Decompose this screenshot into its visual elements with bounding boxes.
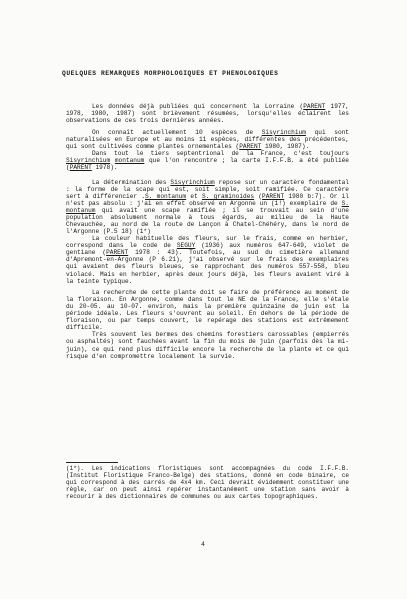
author-reference: PARENT [69, 163, 92, 171]
species-name: S. montanum [145, 193, 187, 201]
author-reference: PARENT [106, 249, 129, 257]
text-run: 1980, 1987). [261, 142, 310, 150]
text-run: 1978). [91, 163, 118, 171]
text-run: que l'on rencontre ; la carte I.F.F.B. a été publiée ( [66, 156, 349, 171]
paragraph-7: Très souvent les bermes des chemins forestiers carossables (empierrés ou asphaltés) sont fauchées avant la fin du mois de juin (parfois dès la mi-juin), ce qui rend plus difficile encore la recherche de la plante et ce qui risque d'en compromettre localement la survie. [66, 331, 349, 360]
text-run: (1936) aux numéros 647-649, violet de gentiane ( [66, 242, 349, 257]
text-run: qui sont naturalisées en Europe et au moins 11 espèces, différentes des précédentes, qui sont cultivées comme plantes ornementales ( [66, 128, 349, 150]
author-reference: PARENT [239, 142, 262, 150]
paragraph-4 [66, 179, 349, 235]
text-run: On connaît actuellement 10 espèces de [92, 128, 262, 136]
genus-name: Sisyrinchium [66, 156, 111, 164]
footnote-text: (1*). Les indications floristiques sont accompagnées du code I.F.F.B. (Institut Floristique Franco-Belge) des stations, donné en code binaire, ce qui correspond à des carrés de 4x4 km. Ceci devrait évidemment constituer une règle, car on peut ainsi repérer instantanément une station sans avoir à recourir à des dictionnaires de communes ou aux cartes topographiques. [66, 465, 349, 500]
text-run: repose sur un caractère fondamental : la forme de la scape qui est, soit simple, soit ramifiée. Ce caractère sert à différencier . [66, 178, 349, 201]
body-text [66, 103, 349, 360]
genus-name: Sisyrinchium [170, 178, 215, 186]
footnote-divider [66, 462, 118, 463]
text-run: 1977, 1978, 1980, 1987) sont brièvement résumées, lorsqu'elles éclairent les observations de ces trois dernières années. [66, 103, 349, 125]
text-run: La couleur habituelle des fleurs, sur le frais, comme en herbier, correspond dans le code de [66, 235, 349, 250]
section-title: QUELQUES REMARQUES MORPHOLOGIQUES ET PHENOLOGIQUES [62, 70, 279, 77]
text-run: La détermination des [92, 178, 171, 186]
paragraph-1 [66, 103, 349, 124]
paragraph-6: La recherche de cette plante doit se faire de préférence au moment de la floraison. En Argonne, comme dans tout le NE de la France, elle s'étale du 20-05. au 10-07. environ, mais la première quinzaine de juin est la période idéale. Les fleurs s'ouvrent au soleil. En dehors de la période de floraison, ou par temps couvert, le repérage des stations est extrêmement difficile. [66, 289, 349, 332]
text-run: ( [254, 193, 263, 201]
footnote [66, 466, 349, 501]
author-reference: PARENT [303, 103, 326, 110]
species-name: montanum [114, 156, 145, 164]
text-run: Dans tout le tiers septentrional de la France, c'est toujours [92, 149, 349, 157]
genus-name: Sisyrinchium [261, 128, 306, 136]
text-run: 1980 b:7). Or il n'est pas absolu : j'ai en effet observé en Argonne un (1!) exemplaire de [66, 193, 349, 208]
text-run: Les données déjà publiées qui concernent la Lorraine ( [92, 103, 304, 110]
text-run: 1978 : 43). Toutefois, au sud du cimetière allemand d'Apremont-en-Argonne (P 6.21), j'ai observé sur le frais des exemplaires qui avaient des fleurs bleues, se rapprochant des numéros 557-558, bleu violacé. Mais en herbier, après deux jours déjà, les fleurs avaient viré à la teinte typique. [66, 249, 349, 285]
paragraph-2 [66, 129, 349, 150]
paragraph-5 [66, 235, 349, 284]
author-reference: PARENT [262, 193, 285, 201]
text-run: qui avait une scape ramifiée ; il se trouvait au sein d'une population absolument normale à tous égards, au milieu de la Haute Chevauchée, au nord de la route de Lançon à Chatel-Chéhéry, dans le nord de l'Argonne (P.5 18) (1*) [66, 207, 349, 236]
paragraph-3 [66, 150, 349, 171]
author-reference: SEGUY [176, 242, 196, 250]
text-run: et [186, 193, 202, 201]
page-number: 4 [201, 541, 205, 548]
species-name: S. montanum [66, 200, 349, 215]
species-name: S. graminoides [201, 193, 255, 201]
